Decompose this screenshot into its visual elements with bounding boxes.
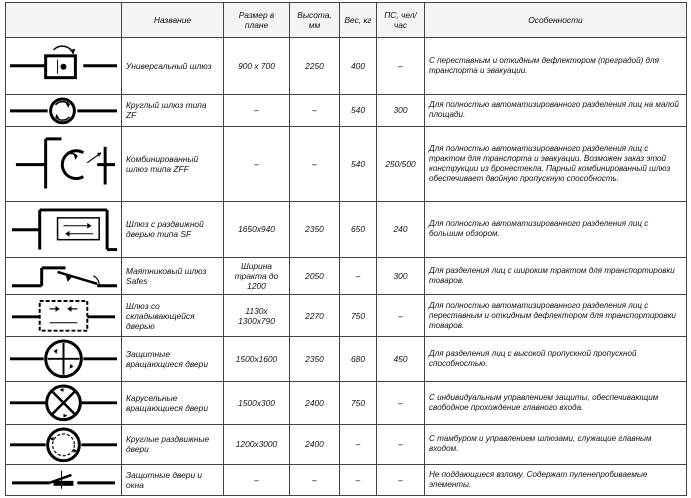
table-row bbox=[6, 382, 687, 425]
row-throughput: 450 bbox=[377, 337, 425, 382]
row-throughput: – bbox=[377, 465, 425, 496]
header-features: Особенности bbox=[425, 3, 687, 38]
row-features: Для разделения лиц с высокой пропускной пропускной способностью. bbox=[425, 337, 687, 382]
table-row bbox=[6, 424, 687, 465]
row-name: Маятниковый шлюз Safes bbox=[122, 258, 224, 295]
row-features: Для разделения лиц с широким трактом для транспортировки товаров. bbox=[425, 258, 687, 295]
folding-door-airlock-icon bbox=[6, 294, 122, 337]
row-weight: 750 bbox=[340, 382, 377, 425]
row-size: Ширина тракта до 1200 bbox=[224, 258, 290, 295]
row-size: – bbox=[224, 127, 290, 201]
combined-airlock-icon bbox=[6, 127, 122, 201]
row-size: – bbox=[224, 94, 290, 127]
row-features: Для полностью автоматизированного разделения лиц с большим обзором. bbox=[425, 201, 687, 258]
row-size: 1130х 1300х790 bbox=[224, 294, 290, 337]
table-row bbox=[6, 127, 687, 201]
airlock-spec-table bbox=[5, 2, 687, 496]
row-height: 2050 bbox=[290, 258, 340, 295]
table-row bbox=[6, 465, 687, 496]
row-weight: 540 bbox=[340, 94, 377, 127]
table-row bbox=[6, 94, 687, 127]
header-weight: Вес, кг bbox=[340, 3, 377, 38]
row-height: – bbox=[290, 94, 340, 127]
carousel-revolving-door-icon bbox=[6, 382, 122, 425]
row-name: Защитные вращающиеся двери bbox=[122, 337, 224, 382]
row-throughput: 240 bbox=[377, 201, 425, 258]
row-throughput: 300 bbox=[377, 258, 425, 295]
header-icon bbox=[6, 3, 122, 38]
row-weight: – bbox=[340, 465, 377, 496]
row-features: Для полностью автоматизированного разделения лиц на малой площади. bbox=[425, 94, 687, 127]
row-height: 2400 bbox=[290, 382, 340, 425]
row-throughput: – bbox=[377, 424, 425, 465]
row-throughput: – bbox=[377, 294, 425, 337]
row-height: 2350 bbox=[290, 337, 340, 382]
protective-revolving-door-icon bbox=[6, 337, 122, 382]
header-height: Высота, мм bbox=[290, 3, 340, 38]
row-name: Карусельные вращающиеся двери bbox=[122, 382, 224, 425]
table-row bbox=[6, 258, 687, 295]
table-row bbox=[6, 38, 687, 95]
row-name: Шлюз с раздвижной дверью типа SF bbox=[122, 201, 224, 258]
row-features: Не поддающиеся взлому. Содержат пуленепробиваемые элементы. bbox=[425, 465, 687, 496]
row-name: Круглые раздвижные двери bbox=[122, 424, 224, 465]
row-features: С тамбуром и управлением шлюзами, служащие главным входом. bbox=[425, 424, 687, 465]
row-name: Круглый шлюз типа ZF bbox=[122, 94, 224, 127]
row-size: 1650х940 bbox=[224, 201, 290, 258]
sliding-door-airlock-icon bbox=[6, 201, 122, 258]
header-row bbox=[6, 3, 687, 38]
table-row bbox=[6, 201, 687, 258]
row-weight: – bbox=[340, 258, 377, 295]
row-name: Универсальный шлюз bbox=[122, 38, 224, 95]
row-height: 2270 bbox=[290, 294, 340, 337]
protective-doors-windows-icon bbox=[6, 465, 122, 496]
row-weight: 680 bbox=[340, 337, 377, 382]
row-weight: – bbox=[340, 424, 377, 465]
row-weight: 540 bbox=[340, 127, 377, 201]
header-size: Размер в плане bbox=[224, 3, 290, 38]
row-features: Для полностью автоматизированного разделения лиц с переставным и откидным дефлектором для транспортировки товаров. bbox=[425, 294, 687, 337]
row-throughput: – bbox=[377, 382, 425, 425]
row-weight: 400 bbox=[340, 38, 377, 95]
row-size: 900 х 700 bbox=[224, 38, 290, 95]
row-features: С индивидуальным управлением защиты, обеспечивающим свободное прохождение главного входа. bbox=[425, 382, 687, 425]
row-weight: 650 bbox=[340, 201, 377, 258]
row-weight: 750 bbox=[340, 294, 377, 337]
row-throughput: 300 bbox=[377, 94, 425, 127]
row-height: 2400 bbox=[290, 424, 340, 465]
row-throughput: 250/500 bbox=[377, 127, 425, 201]
universal-airlock-icon bbox=[6, 38, 122, 95]
row-name: Шлюз со складывающейся дверью bbox=[122, 294, 224, 337]
round-sliding-door-icon bbox=[6, 424, 122, 465]
table-row bbox=[6, 337, 687, 382]
row-height: – bbox=[290, 127, 340, 201]
row-size: 1200х3000 bbox=[224, 424, 290, 465]
round-airlock-icon bbox=[6, 94, 122, 127]
pendulum-airlock-icon bbox=[6, 258, 122, 295]
header-throughput: ПС, чел/час bbox=[377, 3, 425, 38]
row-height: 2350 bbox=[290, 201, 340, 258]
row-name: Комбинированный шлюз типа ZFF bbox=[122, 127, 224, 201]
header-name: Название bbox=[122, 3, 224, 38]
row-height: 2250 bbox=[290, 38, 340, 95]
row-height: – bbox=[290, 465, 340, 496]
row-features: Для полностью автоматизированного разделения лиц с трактом для транспорта и эвакуации. Возможен заказ этой конструкции из бронестекла. Парный комбинированный шлюз обеспечивает двойную пропускную способность. bbox=[425, 127, 687, 201]
table-row bbox=[6, 294, 687, 337]
row-size: – bbox=[224, 465, 290, 496]
row-features: С переставным и откидным дефлектором (преградой) для транспорта и эвакуации. bbox=[425, 38, 687, 95]
row-size: 1500х300 bbox=[224, 382, 290, 425]
airlock-spec-table-container bbox=[5, 2, 686, 496]
row-size: 1500х1600 bbox=[224, 337, 290, 382]
row-name: Защитные двери и окна bbox=[122, 465, 224, 496]
row-throughput: – bbox=[377, 38, 425, 95]
